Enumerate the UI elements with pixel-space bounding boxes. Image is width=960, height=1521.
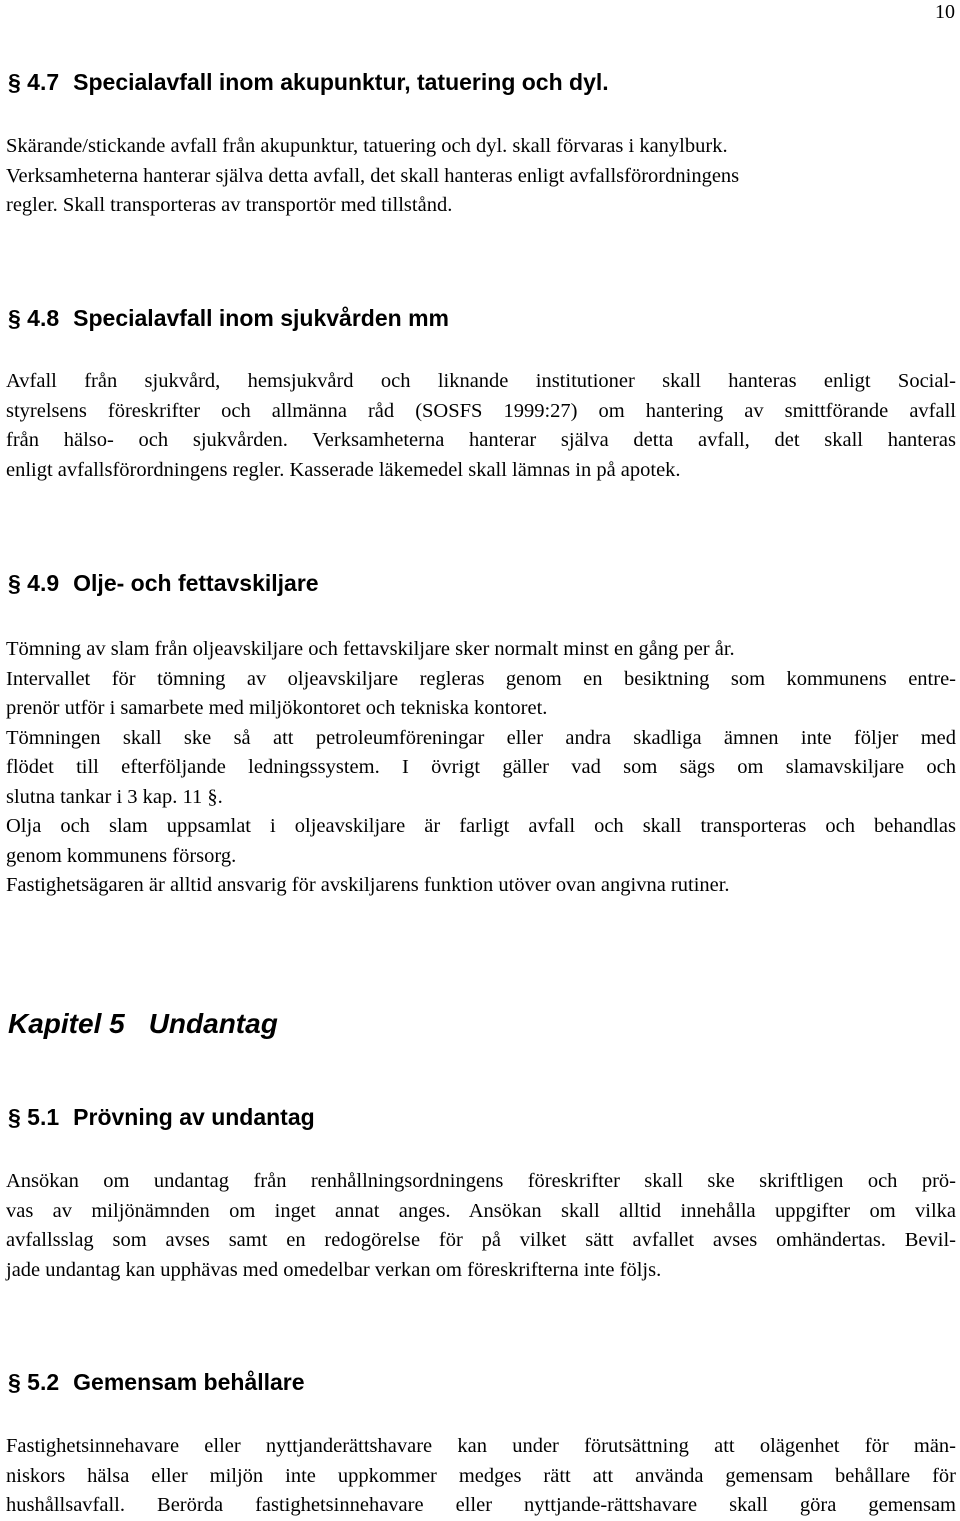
section-heading-5-1 bbox=[8, 1103, 315, 1131]
section-number: § 4.8 bbox=[8, 305, 60, 331]
paragraph-5-2 bbox=[6, 1432, 956, 1521]
paragraph-4-8 bbox=[6, 367, 956, 485]
chapter-number: Kapitel 5 bbox=[8, 1008, 125, 1039]
section-number: § 4.7 bbox=[8, 69, 60, 95]
text-line: Fastighetsinnehavare eller nyttjanderättshavare kan under förutsättning att olägenhet för män- bbox=[6, 1435, 956, 1457]
text-line: avfallsslag som avses samt en redogörelse för på vilket sätt avfallet avses omhändertas. Bevil- bbox=[6, 1229, 956, 1251]
text-line: niskors hälsa eller miljön inte uppkommer medges rätt att använda gemensam behållare för bbox=[6, 1464, 956, 1487]
text-line: genom kommunens försorg. bbox=[6, 844, 237, 867]
text-line: Verksamheterna hanterar själva detta avfall, det skall hanteras enligt avfallsförordningens bbox=[6, 164, 740, 187]
text-line: Ansökan om undantag från renhållningsordningens föreskrifter skall ske skriftligen och prö- bbox=[6, 1170, 956, 1192]
section-heading-4-8 bbox=[8, 304, 449, 332]
text-line: Avfall från sjukvård, hemsjukvård och liknande institutioner skall hanteras enligt Social- bbox=[6, 370, 956, 392]
section-title: Specialavfall inom akupunktur, tatuering och dyl. bbox=[73, 69, 609, 95]
text-line: jade undantag kan upphävas med omedelbar verkan om föreskrifterna inte följs. bbox=[6, 1258, 662, 1281]
section-heading-5-2 bbox=[8, 1368, 305, 1396]
chapter-heading-5 bbox=[8, 1007, 278, 1041]
text-line: från hälso- och sjukvården. Verksamheterna hanterar själva detta avfall, det skall hanteras bbox=[6, 429, 956, 451]
text-line: flödet till efterföljande ledningssystem. I övrigt gäller vad som sägs om slamavskiljare och bbox=[6, 756, 956, 778]
text-line: prenör utför i samarbete med miljökontoret och tekniska kontoret. bbox=[6, 697, 548, 719]
text-line: Skärande/stickande avfall från akupunktur, tatuering och dyl. skall förvaras i kanylburk. bbox=[6, 135, 728, 157]
text-line: slutna tankar i 3 kap. 11 §. bbox=[6, 785, 223, 808]
text-line: Olja och slam uppsamlat i oljeavskiljare är farligt avfall och skall transporteras och behandlas bbox=[6, 815, 956, 837]
text-line: Tömning av slam från oljeavskiljare och fettavskiljare sker normalt minst en gång per år. bbox=[6, 638, 735, 660]
section-title: Prövning av undantag bbox=[73, 1104, 315, 1130]
paragraph-5-1 bbox=[6, 1167, 956, 1285]
text-line: vas av miljönämnden om inget annat anges. Ansökan skall alltid innehålla uppgifter om vilka bbox=[6, 1199, 956, 1222]
text-line: enligt avfallsförordningens regler. Kasserade läkemedel skall lämnas in på apotek. bbox=[6, 458, 681, 481]
section-number: § 5.2 bbox=[8, 1369, 60, 1395]
chapter-title: Undantag bbox=[148, 1008, 278, 1039]
text-line: regler. Skall transporteras av transportör med tillstånd. bbox=[6, 194, 453, 216]
page-number: 10 bbox=[935, 1, 955, 23]
text-line: Tömningen skall ske så att petroleumföreningar eller andra skadliga ämnen inte följer med bbox=[6, 726, 956, 749]
section-number: § 5.1 bbox=[8, 1104, 60, 1130]
text-line: Intervallet för tömning av oljeavskiljare regleras genom en besiktning som kommunens entre- bbox=[6, 667, 956, 690]
text-line: hushållsavfall. Berörda fastighetsinnehavare eller nyttjande-rättshavare skall göra gemensam bbox=[6, 1494, 956, 1516]
section-title: Olje- och fettavskiljare bbox=[73, 570, 319, 596]
text-line: Fastighetsägaren är alltid ansvarig för avskiljarens funktion utöver ovan angivna rutiner. bbox=[6, 874, 730, 896]
paragraph-4-9 bbox=[6, 635, 956, 901]
text-line: styrelsens föreskrifter och allmänna råd (SOSFS 1999:27) om hantering av smittförande avfall bbox=[6, 399, 956, 422]
section-heading-4-9 bbox=[8, 569, 319, 597]
paragraph-4-7 bbox=[6, 132, 956, 221]
section-number: § 4.9 bbox=[8, 570, 60, 596]
section-title: Specialavfall inom sjukvården mm bbox=[73, 305, 449, 331]
section-title: Gemensam behållare bbox=[73, 1369, 305, 1395]
section-heading-4-7 bbox=[8, 68, 609, 96]
